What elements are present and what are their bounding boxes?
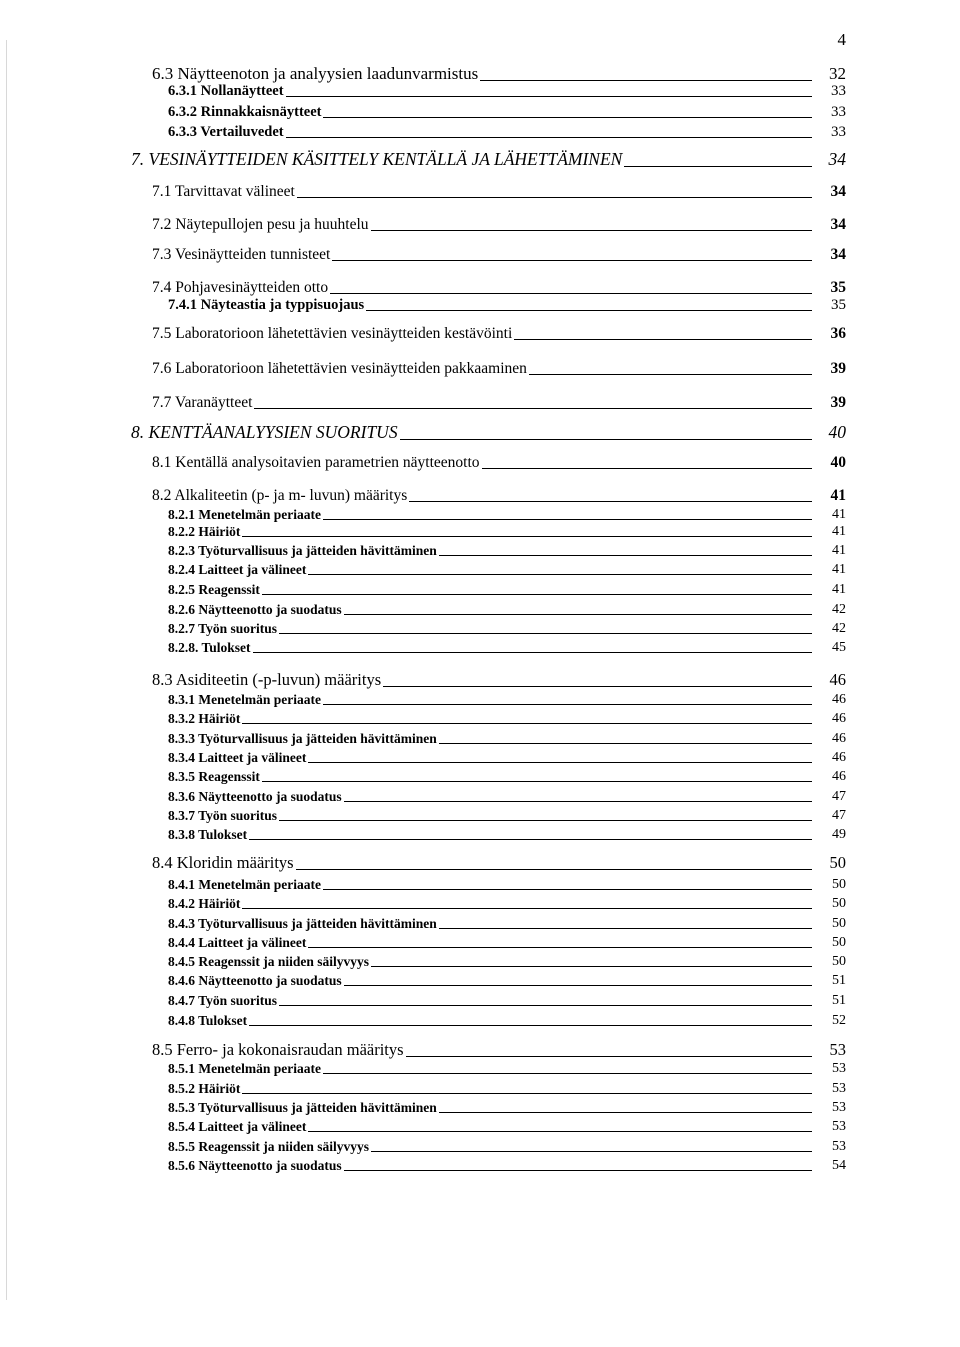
toc-entry-page: 42 xyxy=(832,621,846,636)
toc-entry-page: 46 xyxy=(832,731,846,746)
toc-entry-label: 8.2.1 Menetelmän periaate xyxy=(168,507,321,522)
toc-entry-label: 8.4.5 Reagenssit ja niiden säilyvyys xyxy=(168,954,370,969)
toc-entry-page: 45 xyxy=(832,640,846,655)
toc-entry-page: 34 xyxy=(830,183,846,200)
toc-entry[interactable] xyxy=(168,101,846,121)
toc-leader-line xyxy=(383,685,812,687)
toc-entry[interactable] xyxy=(168,912,846,932)
toc-entry[interactable] xyxy=(152,853,846,873)
toc-entry-label: 6.3.3 Vertailuvedet xyxy=(168,124,284,140)
toc-entry-page: 54 xyxy=(832,1158,846,1173)
toc-entry-page: 53 xyxy=(832,1139,846,1154)
toc-entry-page: 34 xyxy=(830,246,846,263)
toc-entry-page: 39 xyxy=(830,394,846,411)
toc-entry-label: 8.4.6 Näytteenotto ja suodatus xyxy=(168,973,342,988)
toc-entry-label: 7.5 Laboratorioon lähetettävien vesinäytteiden kestävöinti xyxy=(152,325,513,342)
toc-entry-page: 40 xyxy=(830,454,846,471)
toc-entry-label: 8.4 Kloridin määritys xyxy=(152,853,294,872)
toc-entry[interactable] xyxy=(168,950,846,970)
toc-entry[interactable] xyxy=(168,539,846,559)
toc-entry-page: 41 xyxy=(832,562,846,577)
toc-entry[interactable] xyxy=(168,804,846,824)
toc-entry[interactable] xyxy=(168,1057,846,1077)
toc-entry[interactable] xyxy=(152,181,846,201)
toc-entry-label: 7.4 Pohjavesinäytteiden otto xyxy=(152,279,329,296)
toc-entry-label: 8.3.4 Laitteet ja välineet xyxy=(168,750,307,765)
toc-entry-label: 7.1 Tarvittavat välineet xyxy=(152,183,295,200)
toc-leader-line xyxy=(286,136,812,138)
toc-entry-label: 8.2.7 Työn suoritus xyxy=(168,621,278,636)
toc-entry-page: 46 xyxy=(832,769,846,784)
toc-entry-label: 8.3.1 Menetelmän periaate xyxy=(168,692,321,707)
toc-entry-page: 41 xyxy=(830,487,846,504)
toc-entry-page: 53 xyxy=(829,1040,846,1059)
toc-entry[interactable] xyxy=(168,746,846,766)
toc-leader-line xyxy=(262,593,812,595)
toc-entry[interactable] xyxy=(168,1154,846,1174)
toc-entry-label: 8.5.3 Työturvallisuus ja jätteiden hävittäminen xyxy=(168,1100,437,1115)
toc-leader-line xyxy=(262,780,812,782)
toc-leader-line xyxy=(323,888,812,890)
toc-entry-label: 6.3.1 Nollanäytteet xyxy=(168,83,284,99)
toc-leader-line xyxy=(323,1072,812,1074)
toc-entry-label: 8.4.2 Häiriöt xyxy=(168,896,241,911)
toc-entry-page: 41 xyxy=(832,507,846,522)
toc-leader-line xyxy=(249,838,812,840)
toc-entry-label: 8.5 Ferro- ja kokonaisraudan määritys xyxy=(152,1040,404,1059)
toc-leader-line xyxy=(308,761,812,763)
toc-entry-label: 7.2 Näytepullojen pesu ja huuhtelu xyxy=(152,216,369,233)
toc-entry-page: 35 xyxy=(830,279,846,296)
toc-entry-label: 8.3.7 Työn suoritus xyxy=(168,808,278,823)
toc-entry-page: 35 xyxy=(831,297,846,313)
toc-entry[interactable] xyxy=(152,323,846,343)
toc-entry-page: 53 xyxy=(832,1100,846,1115)
toc-leader-line xyxy=(366,309,812,311)
toc-entry[interactable] xyxy=(168,873,846,893)
toc-leader-line xyxy=(529,373,812,375)
toc-entry-page: 49 xyxy=(832,827,846,842)
toc-entry[interactable] xyxy=(168,989,846,1009)
toc-entry-label: 8.2.3 Työturvallisuus ja jätteiden hävittäminen xyxy=(168,543,437,558)
toc-entry-page: 53 xyxy=(832,1081,846,1096)
toc-entry[interactable] xyxy=(168,1135,846,1155)
toc-leader-line xyxy=(254,407,812,409)
toc-leader-line xyxy=(242,722,812,724)
toc-entry-label: 8.5.6 Näytteenotto ja suodatus xyxy=(168,1158,342,1173)
toc-entry-page: 39 xyxy=(830,360,846,377)
toc-leader-line xyxy=(297,196,812,198)
toc-entry[interactable] xyxy=(168,520,846,540)
toc-entry[interactable] xyxy=(131,150,846,170)
toc-entry-page: 47 xyxy=(832,808,846,823)
toc-entry-label: 6.3.2 Rinnakkaisnäytteet xyxy=(168,104,322,120)
toc-entry[interactable] xyxy=(152,214,846,234)
toc-entry-page: 46 xyxy=(832,750,846,765)
toc-entry-page: 41 xyxy=(832,524,846,539)
toc-entry-label: 8.3.5 Reagenssit xyxy=(168,769,260,784)
toc-entry[interactable] xyxy=(168,636,846,656)
toc-entry-label: 8.3.2 Häiriöt xyxy=(168,711,241,726)
toc-entry-page: 50 xyxy=(829,853,846,872)
toc-entry[interactable] xyxy=(168,598,846,618)
toc-leader-line xyxy=(253,651,812,653)
toc-leader-line xyxy=(344,984,812,986)
toc-leader-line xyxy=(279,1004,812,1006)
toc-leader-line xyxy=(371,965,812,967)
toc-entry-label: 7.3 Vesinäytteiden tunnisteet xyxy=(152,246,331,263)
toc-leader-line xyxy=(242,535,812,537)
toc-entry[interactable] xyxy=(131,423,846,443)
toc-entry-page: 46 xyxy=(829,670,846,689)
toc-entry-page: 51 xyxy=(832,973,846,988)
toc-entry-label: 7. VESINÄYTTEIDEN KÄSITTELY KENTÄLLÄ JA LÄHETTÄMINEN xyxy=(131,149,623,169)
toc-entry[interactable] xyxy=(168,1009,846,1029)
toc-leader-line xyxy=(624,165,812,167)
toc-entry-page: 36 xyxy=(830,325,846,342)
toc-leader-line xyxy=(279,819,812,821)
toc-entry[interactable] xyxy=(152,244,846,264)
toc-entry-label: 8.5.2 Häiriöt xyxy=(168,1081,241,1096)
toc-entry-label: 8.4.3 Työturvallisuus ja jätteiden hävittäminen xyxy=(168,916,437,931)
toc-entry[interactable] xyxy=(168,969,846,989)
toc-entry[interactable] xyxy=(152,670,846,690)
toc-entry-label: 8.4.8 Tulokset xyxy=(168,1013,248,1028)
toc-leader-line xyxy=(323,116,812,118)
toc-entry[interactable] xyxy=(168,931,846,951)
toc-entry-page: 33 xyxy=(831,124,846,140)
toc-entry[interactable] xyxy=(152,485,846,505)
toc-entry-label: 8.4.4 Laitteet ja välineet xyxy=(168,935,307,950)
page-number: 4 xyxy=(837,30,846,49)
toc-leader-line xyxy=(286,95,812,97)
toc-entry-label: 8.2 Alkaliteetin (p- ja m- luvun) määritys xyxy=(152,487,408,504)
toc-leader-line xyxy=(323,703,812,705)
toc-leader-line xyxy=(344,1169,812,1171)
toc-entry[interactable] xyxy=(168,823,846,843)
toc-entry[interactable] xyxy=(168,558,846,578)
toc-entry-label: 7.6 Laboratorioon lähetettävien vesinäytteiden pakkaaminen xyxy=(152,360,527,377)
toc-leader-line xyxy=(296,868,812,870)
toc-entry-page: 53 xyxy=(832,1061,846,1076)
toc-entry-page: 52 xyxy=(832,1013,846,1028)
toc-entry-page: 50 xyxy=(832,954,846,969)
toc-leader-line xyxy=(279,632,812,634)
toc-entry-label: 7.4.1 Näyteastia ja typpisuojaus xyxy=(168,297,365,313)
toc-entry-page: 51 xyxy=(832,993,846,1008)
toc-leader-line xyxy=(439,927,812,929)
toc-entry-label: 8.2.4 Laitteet ja välineet xyxy=(168,562,307,577)
toc-entry[interactable] xyxy=(152,452,846,472)
toc-leader-line xyxy=(308,946,812,948)
toc-entry-label: 8. KENTTÄANALYYSIEN SUORITUS xyxy=(131,422,398,442)
toc-entry-label: 8.5.1 Menetelmän periaate xyxy=(168,1061,321,1076)
left-scan-edge xyxy=(6,40,7,1300)
toc-entry[interactable] xyxy=(168,1096,846,1116)
toc-entry-label: 8.5.4 Laitteet ja välineet xyxy=(168,1119,307,1134)
toc-entry-label: 7.7 Varanäytteet xyxy=(152,394,253,411)
toc-entry-page: 32 xyxy=(829,64,846,83)
toc-entry[interactable] xyxy=(152,392,846,412)
toc-leader-line xyxy=(514,338,812,340)
toc-entry-page: 34 xyxy=(828,149,846,169)
toc-entry[interactable] xyxy=(168,727,846,747)
toc-leader-line xyxy=(439,554,812,556)
toc-entry-page: 53 xyxy=(832,1119,846,1134)
toc-entry-page: 50 xyxy=(832,916,846,931)
toc-leader-line xyxy=(439,742,812,744)
toc-entry-page: 41 xyxy=(832,543,846,558)
toc-leader-line xyxy=(249,1024,812,1026)
toc-entry[interactable] xyxy=(168,1115,846,1135)
toc-leader-line xyxy=(371,229,812,231)
toc-entry[interactable] xyxy=(168,121,846,141)
toc-entry-label: 8.1 Kentällä analysoitavien parametrien näytteenotto xyxy=(152,454,480,471)
toc-leader-line xyxy=(344,800,812,802)
toc-entry-label: 8.2.6 Näytteenotto ja suodatus xyxy=(168,602,342,617)
toc-entry-label: 8.3.6 Näytteenotto ja suodatus xyxy=(168,789,342,804)
toc-leader-line xyxy=(371,1150,812,1152)
toc-entry-page: 42 xyxy=(832,602,846,617)
toc-leader-line xyxy=(242,1092,812,1094)
toc-leader-line xyxy=(482,467,812,469)
toc-leader-line xyxy=(439,1111,812,1113)
toc-entry-page: 46 xyxy=(832,692,846,707)
toc-entry[interactable] xyxy=(168,688,846,708)
toc-leader-line xyxy=(409,500,812,502)
toc-entry-label: 8.5.5 Reagenssit ja niiden säilyvyys xyxy=(168,1139,370,1154)
toc-entry[interactable] xyxy=(168,1077,846,1097)
toc-entry-label: 6.3 Näytteenoton ja analyysien laadunvarmistus xyxy=(152,64,479,83)
toc-entry[interactable] xyxy=(168,892,846,912)
toc-entry-label: 8.2.5 Reagenssit xyxy=(168,582,260,597)
toc-entry[interactable] xyxy=(168,785,846,805)
toc-entry-label: 8.3.8 Tulokset xyxy=(168,827,248,842)
toc-entry-page: 50 xyxy=(832,935,846,950)
toc-entry-page: 50 xyxy=(832,877,846,892)
toc-entry-page: 33 xyxy=(831,104,846,120)
toc-entry[interactable] xyxy=(168,578,846,598)
toc-leader-line xyxy=(400,438,812,440)
toc-entry[interactable] xyxy=(168,707,846,727)
toc-entry-page: 40 xyxy=(828,422,846,442)
toc-leader-line xyxy=(332,259,812,261)
toc-entry-page: 41 xyxy=(832,582,846,597)
toc-entry-page: 47 xyxy=(832,789,846,804)
toc-leader-line xyxy=(344,613,812,615)
toc-entry-label: 8.4.7 Työn suoritus xyxy=(168,993,278,1008)
toc-entry[interactable] xyxy=(168,765,846,785)
toc-entry[interactable] xyxy=(168,617,846,637)
toc-entry[interactable] xyxy=(168,80,846,100)
toc-entry-label: 8.3.3 Työturvallisuus ja jätteiden hävittäminen xyxy=(168,731,437,746)
toc-entry-label: 8.3 Asiditeetin (-p-luvun) määritys xyxy=(152,670,382,689)
toc-entry-label: 8.2.2 Häiriöt xyxy=(168,524,241,539)
toc-entry-label: 8.2.8. Tulokset xyxy=(168,640,251,655)
toc-entry-page: 46 xyxy=(832,711,846,726)
toc-entry[interactable] xyxy=(168,294,846,314)
toc-entry-page: 50 xyxy=(832,896,846,911)
toc-leader-line xyxy=(308,573,812,575)
toc-leader-line xyxy=(308,1130,812,1132)
toc-entry-label: 8.4.1 Menetelmän periaate xyxy=(168,877,321,892)
toc-entry-page: 34 xyxy=(830,216,846,233)
toc-entry[interactable] xyxy=(152,358,846,378)
toc-entry-page: 33 xyxy=(831,83,846,99)
toc-leader-line xyxy=(242,907,812,909)
